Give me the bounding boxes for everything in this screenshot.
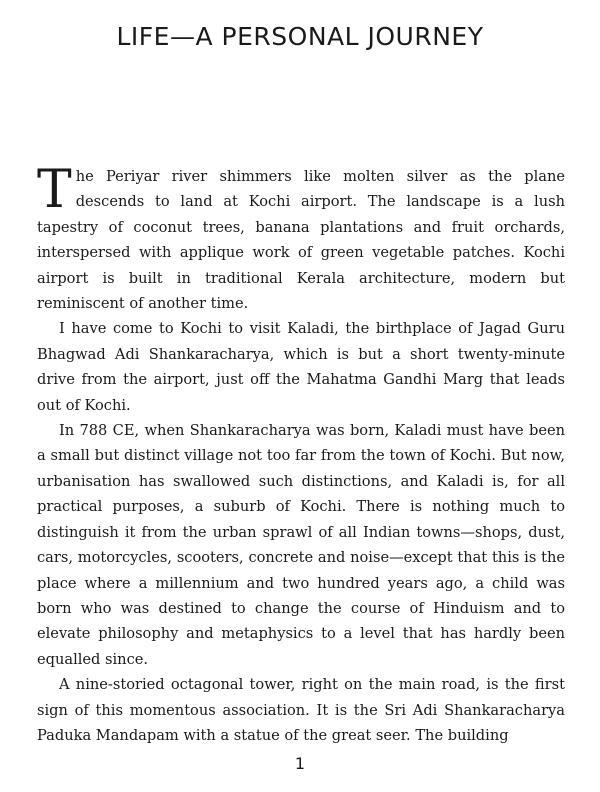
chapter-title: LIFE—A PERSONAL JOURNEY	[116, 22, 484, 51]
body-text	[37, 160, 565, 748]
paragraph-1-text: he Periyar river shimmers like molten silver as the plane descends to land at Kochi airport. The landscape is a lush tapestry of coconut trees, banana plantations and fruit orchards, interspersed with applique work of green vegetable patches. Kochi airport is built in traditional Kerala architecture, modern but reminiscent of another time.	[37, 168, 565, 313]
page-number: 1	[294, 754, 306, 773]
drop-cap: T	[37, 160, 72, 220]
paragraph-3: In 788 CE, when Shankaracharya was born, Kaladi must have been a small but distinct village not too far from the town of Kochi. But now, urbanisation has swallowed such distinctions, and Kaladi is, for all practical purposes, a suburb of Kochi. There is nothing much to distinguish it from the urban sprawl of all Indian towns—shops, dust, cars, motorcycles, scooters, concrete and noise—except that this is the place where a millennium and two hundred years ago, a child was born who was destined to change the course of Hinduism and to elevate philosophy and metaphysics to a level that has hardly been equalled since.	[37, 422, 565, 668]
paragraph-1	[37, 160, 565, 316]
paragraph-2: I have come to Kochi to visit Kaladi, the birthplace of Jagad Guru Bhagwad Adi Shankaracharya, which is but a short twenty-minute drive from the airport, just off the Mahatma Gandhi Marg that leads out of Kochi.	[37, 320, 565, 414]
paragraph-4: A nine-storied octagonal tower, right on the main road, is the first sign of this momentous association. It is the Sri Adi Shankaracharya Paduka Mandapam with a statue of the great seer. The building	[37, 676, 565, 744]
